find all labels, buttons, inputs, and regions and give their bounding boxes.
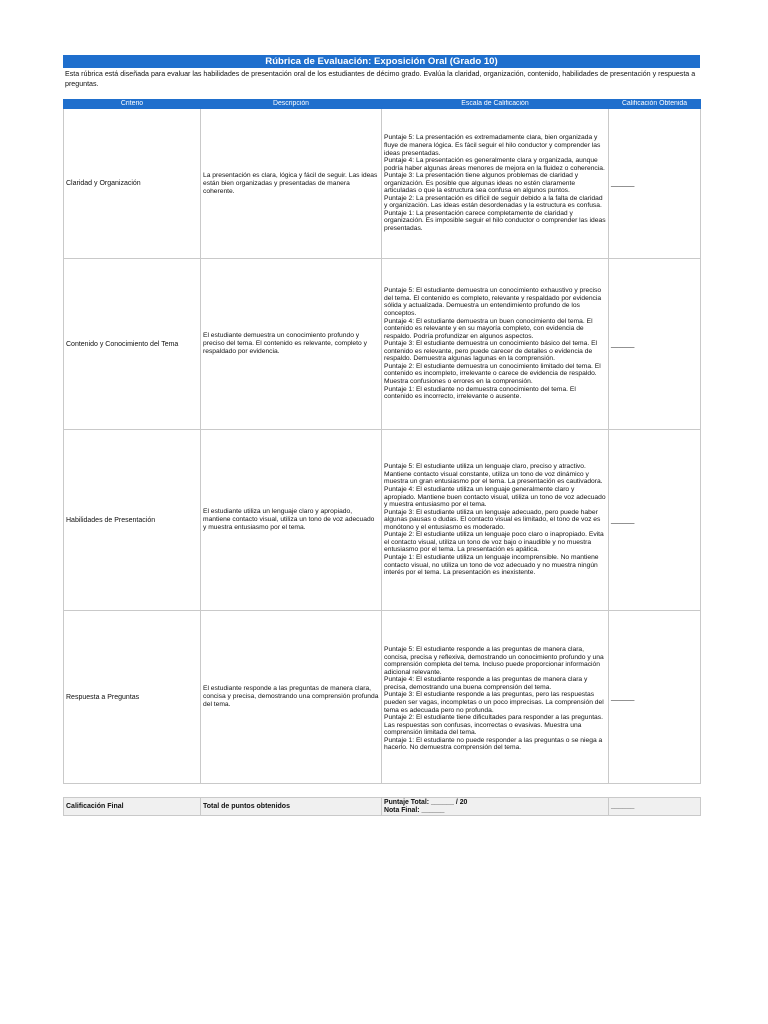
rubric-page — [63, 55, 700, 816]
escala-cell — [382, 430, 609, 611]
nota-final[interactable]: Nota Final: ______ — [384, 806, 445, 814]
header-descripcion: Descripción — [201, 100, 382, 109]
table-row — [64, 259, 701, 430]
calificacion-cell[interactable]: ______ — [609, 109, 701, 259]
escala-cell — [382, 259, 609, 430]
final-grade-table — [63, 797, 701, 816]
puntaje-2: Puntaje 2: El estudiante tiene dificultades para responder a las preguntas. Las respuestas son confusas, incorrectas o evasivas. Muestra una comprensión limitada del tema. — [384, 714, 603, 737]
escala-cell — [382, 109, 609, 259]
puntaje-4: Puntaje 4: El estudiante utiliza un lenguaje generalmente claro y apropiado. Mantiene buen contacto visual, utiliza un tono de voz adecuado y muestra entusiasmo por el tema. — [384, 486, 606, 509]
calificacion-cell[interactable]: ______ — [609, 259, 701, 430]
puntaje-1: Puntaje 1: El estudiante utiliza un lenguaje incomprensible. No mantiene contacto visual, no utiliza un tono de voz adecuado y no muestra ningún interés por el tema. La presentación es inexistente. — [384, 553, 599, 577]
descripcion-cell: El estudiante responde a las preguntas de manera clara, concisa y precisa, demostrando una comprensión profunda del tema. — [201, 611, 382, 784]
criterio-cell: Respuesta a Preguntas — [64, 611, 201, 784]
puntaje-1: Puntaje 1: El estudiante no puede responder a las preguntas o se niega a hacerlo. No demuestra comprensión del tema. — [384, 736, 603, 752]
descripcion-cell: El estudiante utiliza un lenguaje claro y apropiado, mantiene contacto visual, utiliza un tono de voz adecuado y muestra entusiasmo por el tema. — [201, 430, 382, 611]
table-header-row — [64, 100, 701, 109]
puntaje-4: Puntaje 4: La presentación es generalmente clara y organizada, aunque podría haber algunas áreas menores de mejora en la fluidez o coherencia. — [384, 157, 605, 172]
descripcion-cell: La presentación es clara, lógica y fácil de seguir. Las ideas están bien organizadas y presentadas de manera coherente. — [201, 109, 382, 259]
puntaje-2: Puntaje 2: El estudiante demuestra un conocimiento limitado del tema. El contenido es incompleto, irrelevante o carece de evidencia de respaldo. Muestra confusiones o errores en la comprensión. — [384, 362, 601, 385]
criterio-cell: Habilidades de Presentación — [64, 430, 201, 611]
puntaje-5: Puntaje 5: El estudiante demuestra un conocimiento exhaustivo y preciso del tema. El contenido es completo, relevante y respaldado por evidencia sólida y actualizada. Demuestra un entendimiento profundo de los conceptos. — [384, 287, 602, 318]
total-points-label: Total de puntos obtenidos — [201, 798, 382, 816]
final-score-cell — [382, 798, 609, 816]
escala-cell — [382, 611, 609, 784]
puntaje-4: Puntaje 4: El estudiante responde a las preguntas de manera clara y precisa, demostrando una buena comprensión del tema. — [384, 676, 588, 691]
final-calificacion-cell[interactable]: ______ — [609, 798, 701, 816]
puntaje-3: Puntaje 3: El estudiante responde a las preguntas, pero las respuestas pueden ser vagas, incompletas o un poco imprecisas. La comprensión del tema es adecuada pero no profunda. — [384, 691, 604, 714]
final-row — [64, 798, 701, 816]
puntaje-5: Puntaje 5: El estudiante utiliza un lenguaje claro, preciso y atractivo. Mantiene contacto visual constante, utiliza un tono de voz dinámico y muestra un gran entusiasmo por el tema. La presentación es cautivadora. — [384, 463, 603, 486]
header-escala: Escala de Calificación — [382, 100, 609, 109]
puntaje-5: Puntaje 5: La presentación es extremadamente clara, bien organizada y fluye de manera lógica. Es fácil seguir el hilo conductor y comprender las ideas presentadas. — [384, 134, 601, 157]
table-row — [64, 611, 701, 784]
table-row — [64, 109, 701, 259]
header-criterio: Criterio — [64, 100, 201, 109]
puntaje-3: Puntaje 3: El estudiante utiliza un lenguaje adecuado, pero puede haber algunas pausas o dudas. El contacto visual es limitado, el tono de voz es monótono y el entusiasmo es moderado. — [384, 508, 601, 531]
criterio-cell: Contenido y Conocimiento del Tema — [64, 259, 201, 430]
calificacion-cell[interactable]: ______ — [609, 611, 701, 784]
puntaje-5: Puntaje 5: El estudiante responde a las preguntas de manera clara, concisa, precisa y reflexiva, demostrando un conocimiento profundo y una comprensión completa del tema. Incluso puede proporcionar información adicional relevante. — [384, 646, 604, 676]
puntaje-1: Puntaje 1: El estudiante no demuestra conocimiento del tema. El contenido es incorrecto, irrelevante o ausente. — [384, 385, 576, 401]
descripcion-cell: El estudiante demuestra un conocimiento profundo y preciso del tema. El contenido es relevante, completo y respaldado por evidencia. — [201, 259, 382, 430]
intro-text: Esta rúbrica está diseñada para evaluar las habilidades de presentación oral de los estudiantes de décimo grado. Evalúa la claridad, organización, contenido, habilidades de presentación y respuesta a preguntas. — [65, 70, 696, 88]
puntaje-3: Puntaje 3: La presentación tiene algunos problemas de claridad y organización. Es posible que algunas ideas no estén claramente articuladas o que la estructura sea confusa en algunos puntos. — [384, 172, 579, 195]
puntaje-1: Puntaje 1: La presentación carece completamente de claridad y organización. Es imposible seguir el hilo conductor o comprender las ideas presentadas. — [384, 209, 606, 232]
puntaje-2: Puntaje 2: La presentación es difícil de seguir debido a la falta de claridad y organización. Las ideas están desordenadas y la estructura es confusa. — [384, 194, 603, 210]
puntaje-total[interactable]: Puntaje Total: ______ / 20 — [384, 798, 468, 806]
puntaje-4: Puntaje 4: El estudiante demuestra un buen conocimiento del tema. El contenido es relevante y en su mayoría completo, con evidencia de respaldo. Podría profundizar en algunos aspectos. — [384, 317, 593, 340]
final-label: Calificación Final — [64, 798, 201, 816]
header-calificacion: Calificación Obtenida — [609, 100, 701, 109]
table-row — [64, 430, 701, 611]
puntaje-2: Puntaje 2: El estudiante utiliza un lenguaje poco claro o inapropiado. Evita el contacto visual, utiliza un tono de voz bajo o inaudible y no muestra entusiasmo por el tema. La presentación es apática. — [384, 531, 604, 554]
rubric-table — [63, 99, 701, 784]
criterio-cell: Claridad y Organización — [64, 109, 201, 259]
puntaje-3: Puntaje 3: El estudiante demuestra un conocimiento básico del tema. El contenido es relevante, pero puede carecer de detalles o evidencia de respaldo. Demuestra algunas lagunas en la comprensión. — [384, 340, 598, 363]
page-title: Rúbrica de Evaluación: Exposición Oral (Grado 10) — [63, 55, 700, 68]
calificacion-cell[interactable]: ______ — [609, 430, 701, 611]
